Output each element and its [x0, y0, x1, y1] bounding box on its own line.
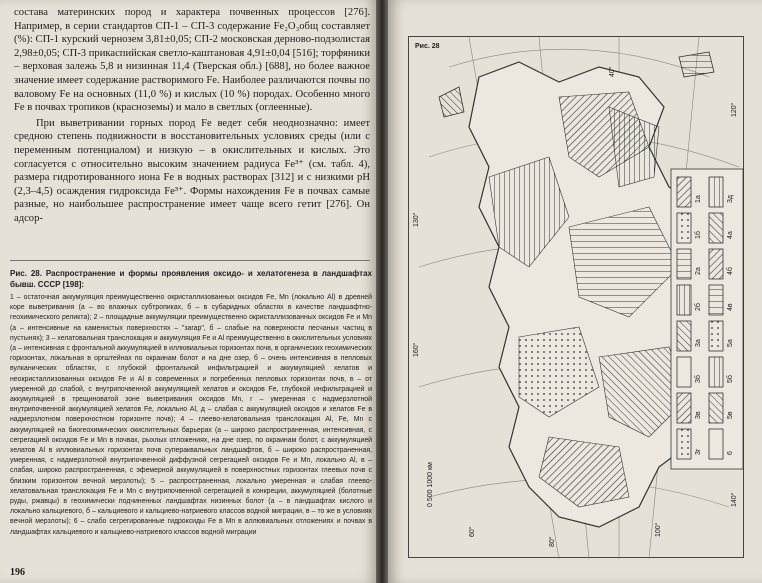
legend-label: 2а [695, 267, 702, 275]
legend-label: 1б [695, 231, 702, 239]
map-figure [408, 36, 744, 558]
meridian-label: 160° [413, 342, 420, 357]
legend-label: 5а [727, 339, 734, 347]
figure-label: Рис. 28 [415, 43, 440, 50]
legend-label: 3в [695, 411, 702, 419]
left-page [0, 0, 376, 583]
paragraph-1: состава материнских пород и характера почвенных процессов [276]. Например, в серии стандартов СП-1 – СП-3 содержание Fe₂O₃общ составляет (%): СП-1 курский чернозем 3,81±0,05; СП-2 московская дерново-подзолистая 2,98±0,05; СП-3 прикаспийская светло-каштановая 4,91±0,04 [516]; торфяники – верховая залежь 5,8 и низинная 11,4 (Тверская обл.) [688], но более важное значение имеет содержание растворимого Fe. Наиболее различаются почвы по валовому Fe на основных (11,0 %) и кислых (10 %) породах. Особенно много Fe в почвах тропиков (красноземы) и мало в светлых (оглеенные). [14, 7, 370, 114]
island [439, 87, 464, 117]
island [679, 52, 714, 77]
legend-label: 3г [695, 448, 702, 455]
body-text [14, 6, 370, 226]
figure-caption [10, 268, 372, 538]
legend-label: 1а [695, 195, 702, 203]
paragraph-2: При выветривании горных пород Fe ведет себя неоднозначно: имеет средною степень подвижности в восстановительных условиях среды (или с переменным потенциалом) и низкую – в окислительных и кислых. Это согласуется с относительно высоким значением радиуса Fe³⁺ (см. табл. 4), размера гидротированного иона Fe в водных растворах [312] и с низкими pH (2,3–4,5) осаждения гидроксида Fe³⁺. Формы нахождения Fe в почвах самые разные, но наибольшее распространение имеет чаще всего гетит [276]. Он адсор- [14, 117, 370, 224]
map-legend [671, 169, 743, 469]
meridian-label: 40° [609, 66, 616, 77]
map-illustration [409, 37, 745, 559]
scale-bar-label: 0 500 1000 км [427, 462, 434, 507]
legend-label: 3д [727, 195, 734, 203]
legend-label: 3а [695, 339, 702, 347]
caption-title: Рис. 28. Распространение и формы проявления оксидо- и хелатогенеза в ландшафтах бывш. СССР [198]: [10, 269, 372, 289]
legend-label: 2б [695, 303, 702, 311]
legend-label: 6 [727, 451, 734, 455]
meridian-label: 140° [731, 492, 738, 507]
legend-label: 3б [695, 375, 702, 383]
meridian-label: 130° [413, 212, 420, 227]
legend-label: 4б [727, 267, 734, 275]
meridian-label: 100° [655, 522, 662, 537]
caption-body: 1 – остаточная аккумуляция преимущественно окристаллизованных оксидов Fe, Mn (локально Al) в древней коре выветривания (а – во влажных субтропиках, б – в субаридных областях в качестве ландшафтно-геохимического реликта); 2 – площадные аккумуляции преимущественно окристаллизованных оксидов Fe и Mn (а – интенсивные на каменистых поверхностях – "загар", б – слабые на поверхности песчаных частиц в пустынях); 3 – хелатовальная транслокация и аккумуляция Fe и Al преимущественно в окислительных условиях (а – интенсивная с фронтальной аккумуляцией в иллювиальных горизонтах почв, в органических геохимических горизонтах, локальная в оргштейнах по окраинам болот и на дне озер, б – очень интенсивная в пепловых вулканических областях, с глубокой фронтальной инфильтрацией и аккумуляцией хелатов и неокристаллизованных оксидов Fe и Al в современных и погребенных пепловых горизонтах почв, в – от умеренной до слабой, с внутрипочвенной аккумуляцией хелатов и оксидов Fe, глубокой инфильтрацией и аккумуляцией в трещиноватой зоне выветривания оксидов Mn, г – умеренная с надмерзлотной внутрипочвенной аккумуляцией хелатов Fe, локально Al, д – слабая с аккумуляцией оксидов и хелатов Fe в надмерзлотном поверхностном горизонте почв); 4 – глеево-хелатовальная транслокация Al, Fe, Mn с аккумуляцией на биогеохимических окислительных барьерах (а – широко распространенная, интенсивная, с сегрегацией оксидов Fe и Mn в почвах, рыхлых отложениях, на дне озер, по окраинам болот, с аккумуляцией хелатов Al в иллювиальных горизонтах почв супераквальных ландшафтов, б – широко распространенная, умеренная, с надмерзлотной внутрипочвенной диффузной сегрегацией оксидов Fe и Mn, локально Al, в – слабая, широко распространенная, с эфемерной аккумуляцией в поверхностных горизонтах глеевых почв с близким горизонтом вечной мерзлоты); 5 – распространенная, локально умеренная и слабая глеево-хелатовальная транслокация Fe и Mn с внутрипочвенной сегрегацией в конкреции, аккумуляцией (болотные руды, ржавцы) в геохимически подчиненных ландшафтах низинных болот (а – в ландшафтах кислого и локально кальциевого, б – кальциевого и кальциево-натриевого классов водной миграции, в – то же в условиях вечной мерзлоты); 6 – слабо сегрегированные гидроксиды Fe в Mn в аллювиальных отложениях и почвах в ландшафтах кальциевого и кальциево-натриевого классов водной миграции [10, 294, 372, 536]
legend-label: 4в [727, 303, 734, 311]
book-gutter [376, 0, 388, 583]
page-number: 196 [10, 567, 25, 578]
meridian-label: 120° [731, 102, 738, 117]
legend-label: 5б [727, 375, 734, 383]
legend-label: 5в [727, 411, 734, 419]
legend-label: 4а [727, 231, 734, 239]
meridian-label: 60° [469, 526, 476, 537]
meridian-label: 80° [549, 536, 556, 547]
right-page [388, 0, 762, 583]
caption-separator [10, 260, 370, 261]
